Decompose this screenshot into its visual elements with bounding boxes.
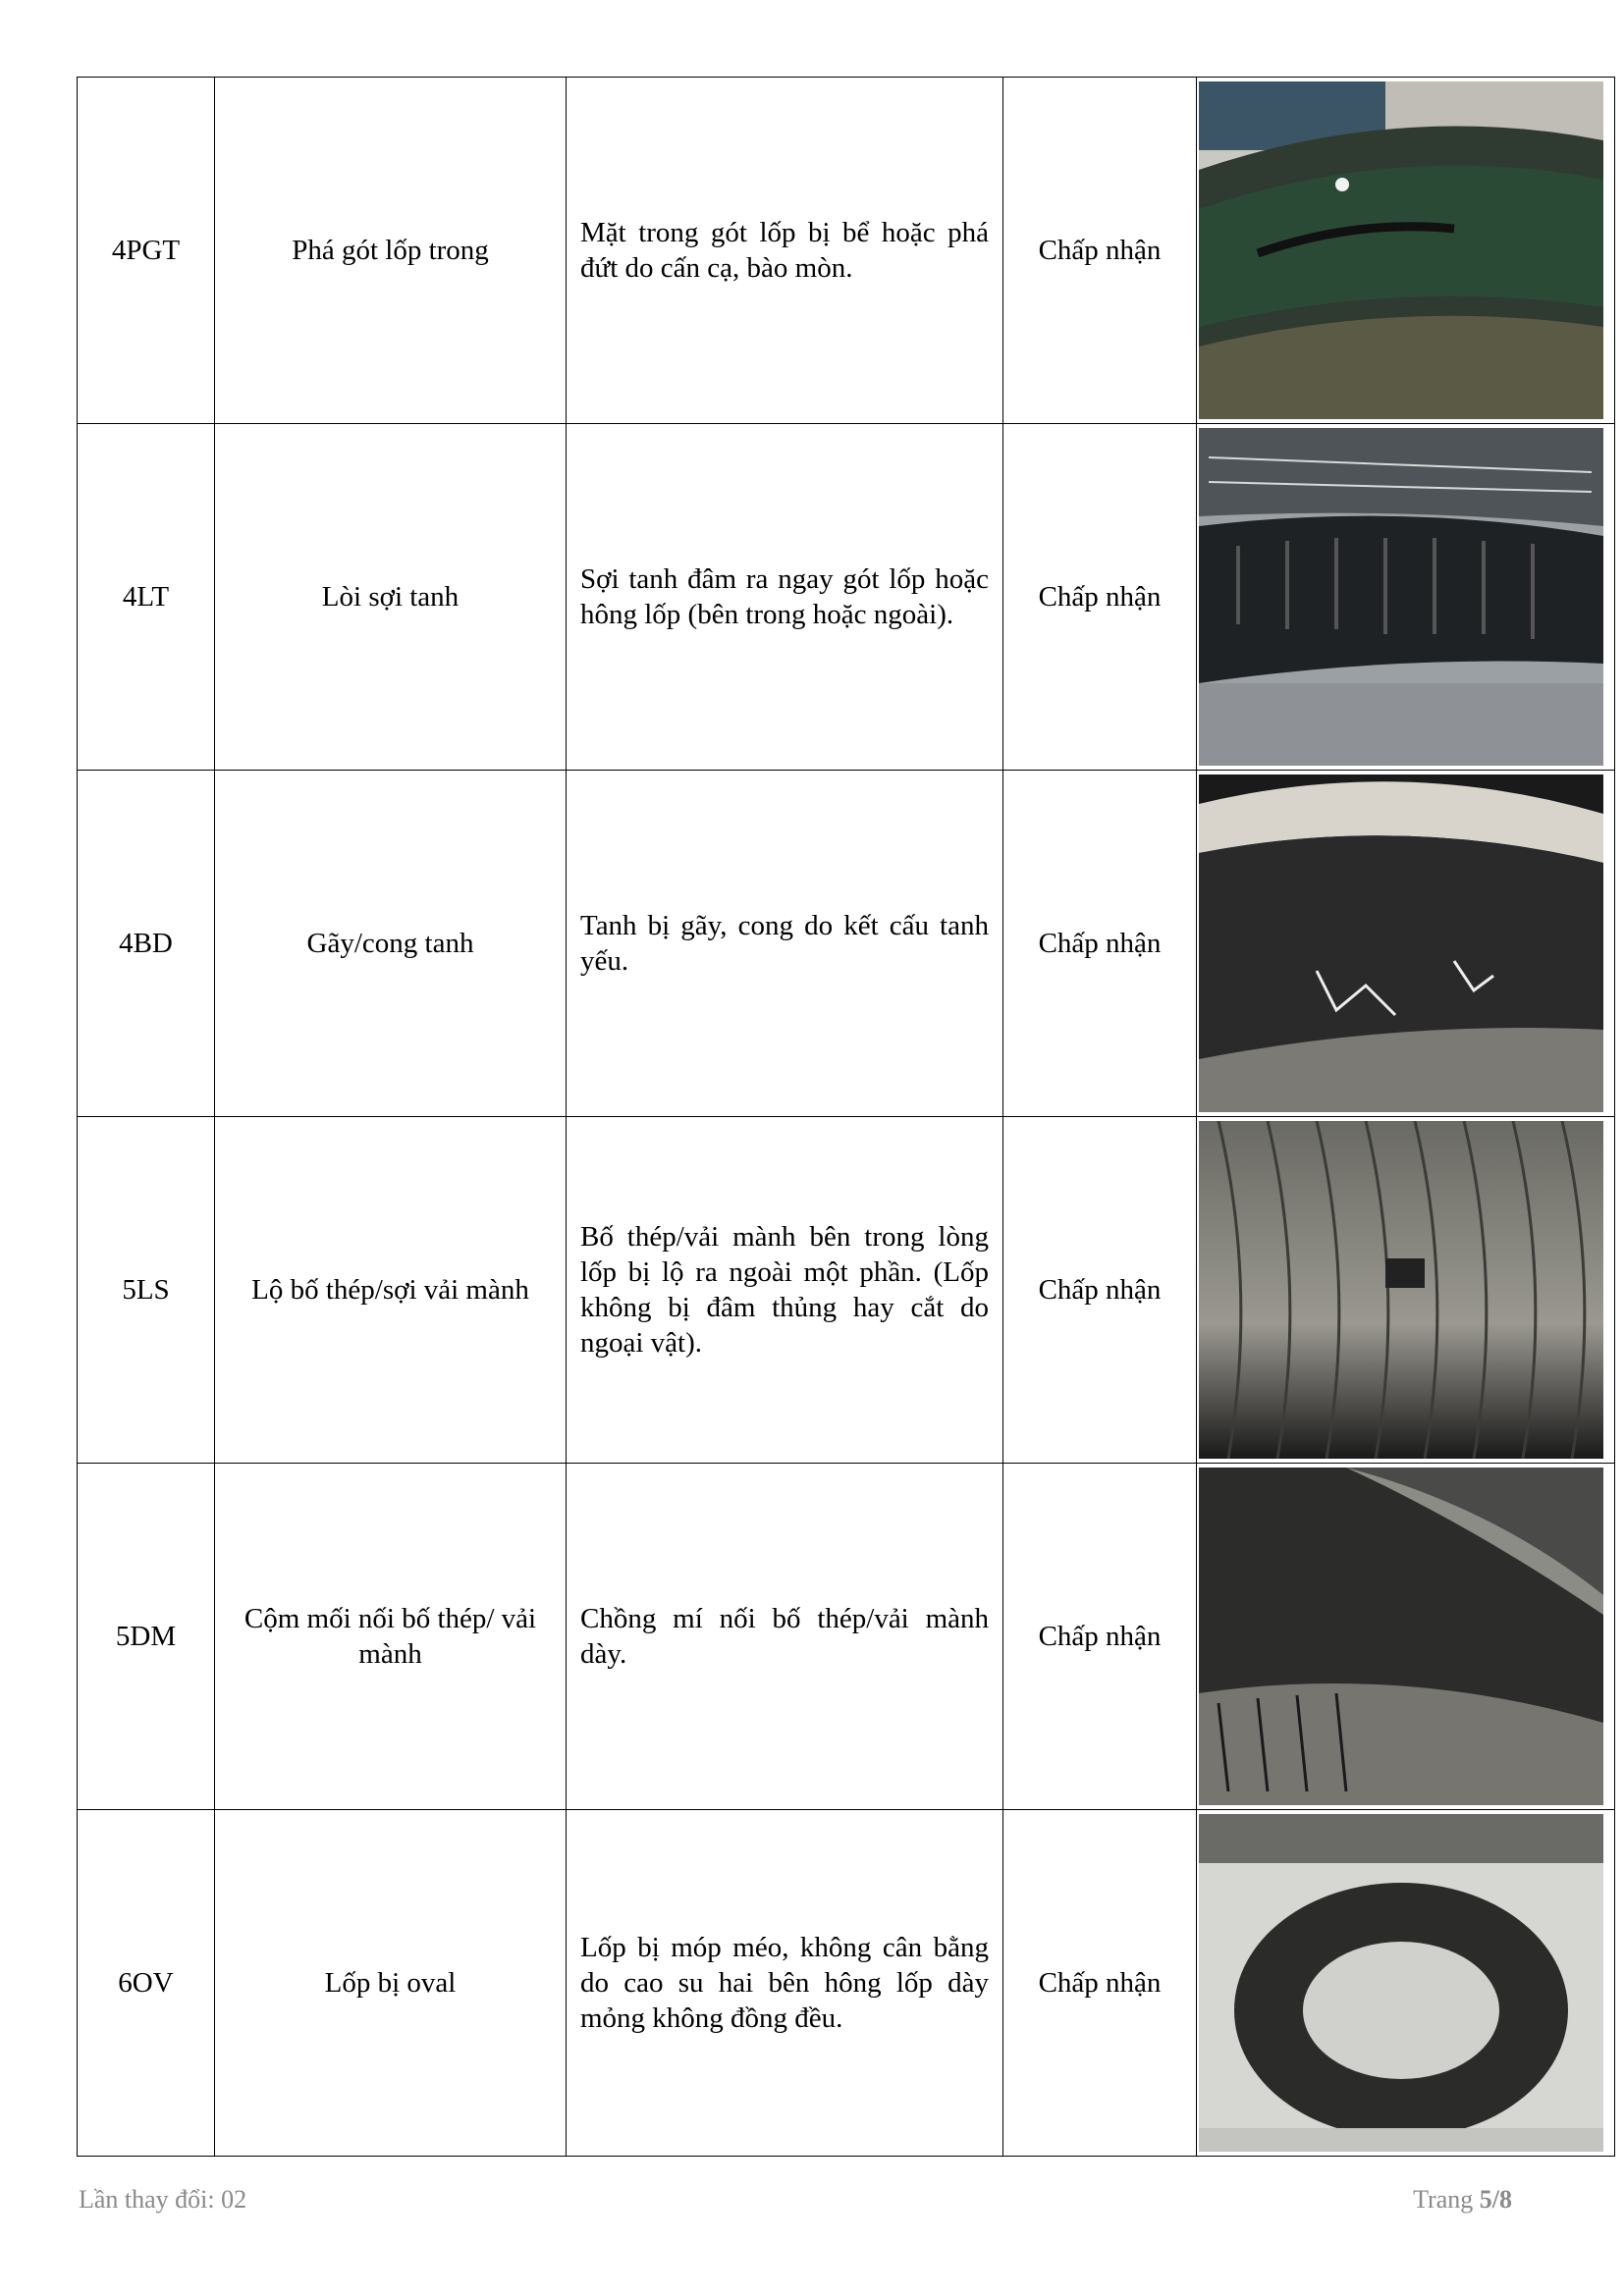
- defect-name: Cộm mối nối bố thép/ vải mành: [215, 1464, 567, 1810]
- tire-oval-photo: [1199, 1814, 1603, 2152]
- defect-description: Sợi tanh đâm ra ngay gót lốp hoặc hông lốp (bên trong hoặc ngoài).: [567, 424, 1003, 771]
- page-prefix: Trang: [1413, 2185, 1480, 2214]
- tire-exposed-cord-photo: [1199, 1121, 1603, 1459]
- defect-description: Bố thép/vải mành bên trong lòng lốp bị lộ ra ngoài một phần. (Lốp không bị đâm thủng hay cắt do ngoại vật).: [567, 1117, 1003, 1464]
- table-row: [78, 78, 1615, 424]
- tire-splice-bulge-photo: [1199, 1468, 1603, 1805]
- page-number-value: 5/8: [1479, 2185, 1512, 2214]
- tire-bead-damage-photo: [1199, 81, 1603, 419]
- tire-broken-bead-photo: [1199, 774, 1603, 1112]
- defect-status: Chấp nhận: [1003, 771, 1197, 1117]
- defect-description: Mặt trong gót lốp bị bể hoặc phá đứt do cấn cạ, bào mòn.: [567, 78, 1003, 424]
- table-row: [78, 771, 1615, 1117]
- defect-code: 4LT: [78, 424, 215, 771]
- defect-status: Chấp nhận: [1003, 424, 1197, 771]
- defect-code: 5DM: [78, 1464, 215, 1810]
- defect-description: Lốp bị móp méo, không cân bằng do cao su hai bên hông lốp dày mỏng không đồng đều.: [567, 1810, 1003, 2157]
- defect-name: Lòi sợi tanh: [215, 424, 567, 771]
- tire-bead-wire-photo: [1199, 428, 1603, 766]
- table-row: [78, 1464, 1615, 1810]
- revision-label: Lần thay đổi: 02: [79, 2185, 247, 2214]
- defect-status: Chấp nhận: [1003, 1810, 1197, 2157]
- defect-description: Tanh bị gãy, cong do kết cấu tanh yếu.: [567, 771, 1003, 1117]
- table-row: [78, 1117, 1615, 1464]
- defect-status: Chấp nhận: [1003, 1117, 1197, 1464]
- defect-name: Phá gót lốp trong: [215, 78, 567, 424]
- defect-name: Gãy/cong tanh: [215, 771, 567, 1117]
- defect-description: Chồng mí nối bố thép/vải mành dày.: [567, 1464, 1003, 1810]
- defect-code: 4BD: [78, 771, 215, 1117]
- defect-name: Lộ bố thép/sợi vải mành: [215, 1117, 567, 1464]
- table-row: [78, 1810, 1615, 2157]
- defect-name: Lốp bị oval: [215, 1810, 567, 2157]
- defect-status: Chấp nhận: [1003, 78, 1197, 424]
- defect-code: 4PGT: [78, 78, 215, 424]
- defect-code: 5LS: [78, 1117, 215, 1464]
- page-number: [1413, 2185, 1512, 2215]
- defect-status: Chấp nhận: [1003, 1464, 1197, 1810]
- table-row: [78, 424, 1615, 771]
- defect-code: 6OV: [78, 1810, 215, 2157]
- defect-table: [77, 77, 1615, 2157]
